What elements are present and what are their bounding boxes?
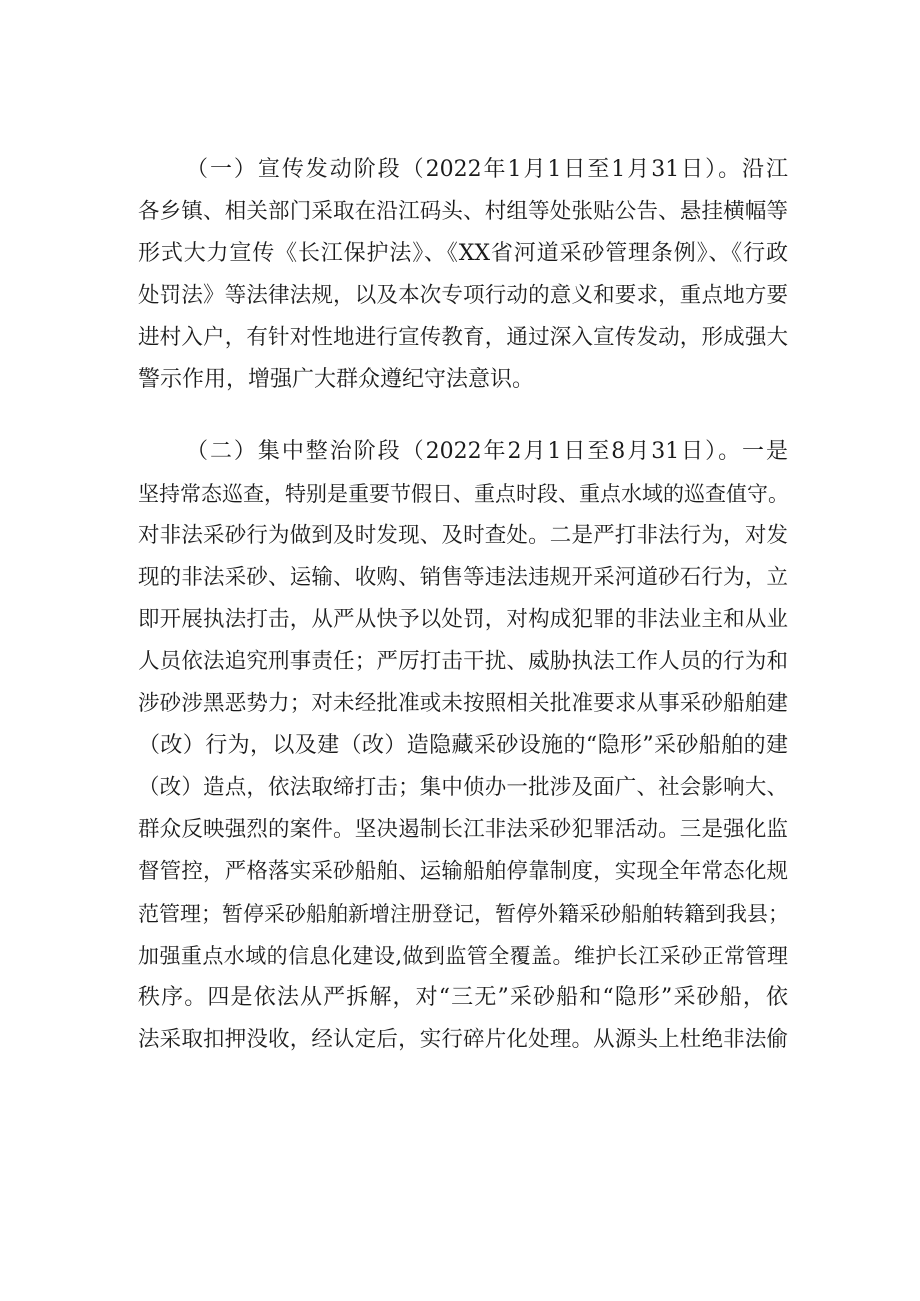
paragraph-2-line-15: 法采取扣押没收，经认定后，实行碎片化处理。从源头上杜绝非法偷 bbox=[138, 1027, 788, 1052]
paragraph-2-line-9: （改）造点，依法取缔打击；集中侦办一批涉及面广、社会影响大、 bbox=[138, 775, 788, 800]
paragraph-1-line-2: 各乡镇、相关部门采取在沿江码头、村组等处张贴公告、悬挂横幅等 bbox=[138, 199, 788, 224]
paragraph-2-line-14: 秩序。四是依法从严拆解，对“三无”采砂船和“隐形”采砂船，依 bbox=[138, 985, 788, 1010]
paragraph-2-line-6: 人员依法追究刑事责任；严厉打击干扰、威胁执法工作人员的行为和 bbox=[138, 649, 788, 674]
paragraph-2-line-2: 坚持常态巡查，特别是重要节假日、重点时段、重点水域的巡查值守。 bbox=[138, 482, 789, 506]
paragraph-2-line-12: 范管理；暂停采砂船舶新增注册登记，暂停外籍采砂船舶转籍到我县； bbox=[138, 902, 789, 926]
paragraph-1-line-1: （一）宣传发动阶段（2022年1月1日至1月31日）。沿江 bbox=[186, 157, 788, 182]
paragraph-2-line-11: 督管控，严格落实采砂船舶、运输船舶停靠制度，实现全年常态化规 bbox=[138, 859, 788, 884]
paragraph-1-line-5: 进村入户，有针对性地进行宣传教育，通过深入宣传发动，形成强大 bbox=[138, 325, 788, 350]
paragraph-1-line-3: 形式大力宣传《长江保护法》、《XX省河道采砂管理条例》、《行政 bbox=[138, 241, 788, 266]
paragraph-2-line-13: 加强重点水域的信息化建设,做到监管全覆盖。维护长江采砂正常管理 bbox=[138, 944, 788, 968]
paragraph-1-line-4: 处罚法》等法律法规，以及本次专项行动的意义和要求，重点地方要 bbox=[138, 283, 788, 308]
paragraph-2-line-7: 涉砂涉黑恶势力；对未经批准或未按照相关批准要求从事采砂船舶建 bbox=[138, 691, 788, 716]
paragraph-2-line-8: （改）行为，以及建（改）造隐藏采砂设施的“隐形”采砂船舶的建 bbox=[138, 733, 788, 758]
paragraph-2-line-5: 即开展执法打击，从严从快予以处罚，对构成犯罪的非法业主和从业 bbox=[138, 607, 788, 632]
paragraph-2-line-1: （二）集中整治阶段（2022年2月1日至8月31日）。一是 bbox=[186, 439, 788, 464]
paragraph-2-line-4: 现的非法采砂、运输、收购、销售等违法违规开采河道砂石行为，立 bbox=[138, 565, 788, 590]
paragraph-2-line-10: 群众反映强烈的案件。坚决遏制长江非法采砂犯罪活动。三是强化监 bbox=[138, 817, 788, 842]
paragraph-1-line-6: 警示作用，增强广大群众遵纪守法意识。 bbox=[138, 367, 535, 392]
paragraph-2-line-3: 对非法采砂行为做到及时发现、及时查处。二是严打非法行为，对发 bbox=[138, 523, 788, 548]
